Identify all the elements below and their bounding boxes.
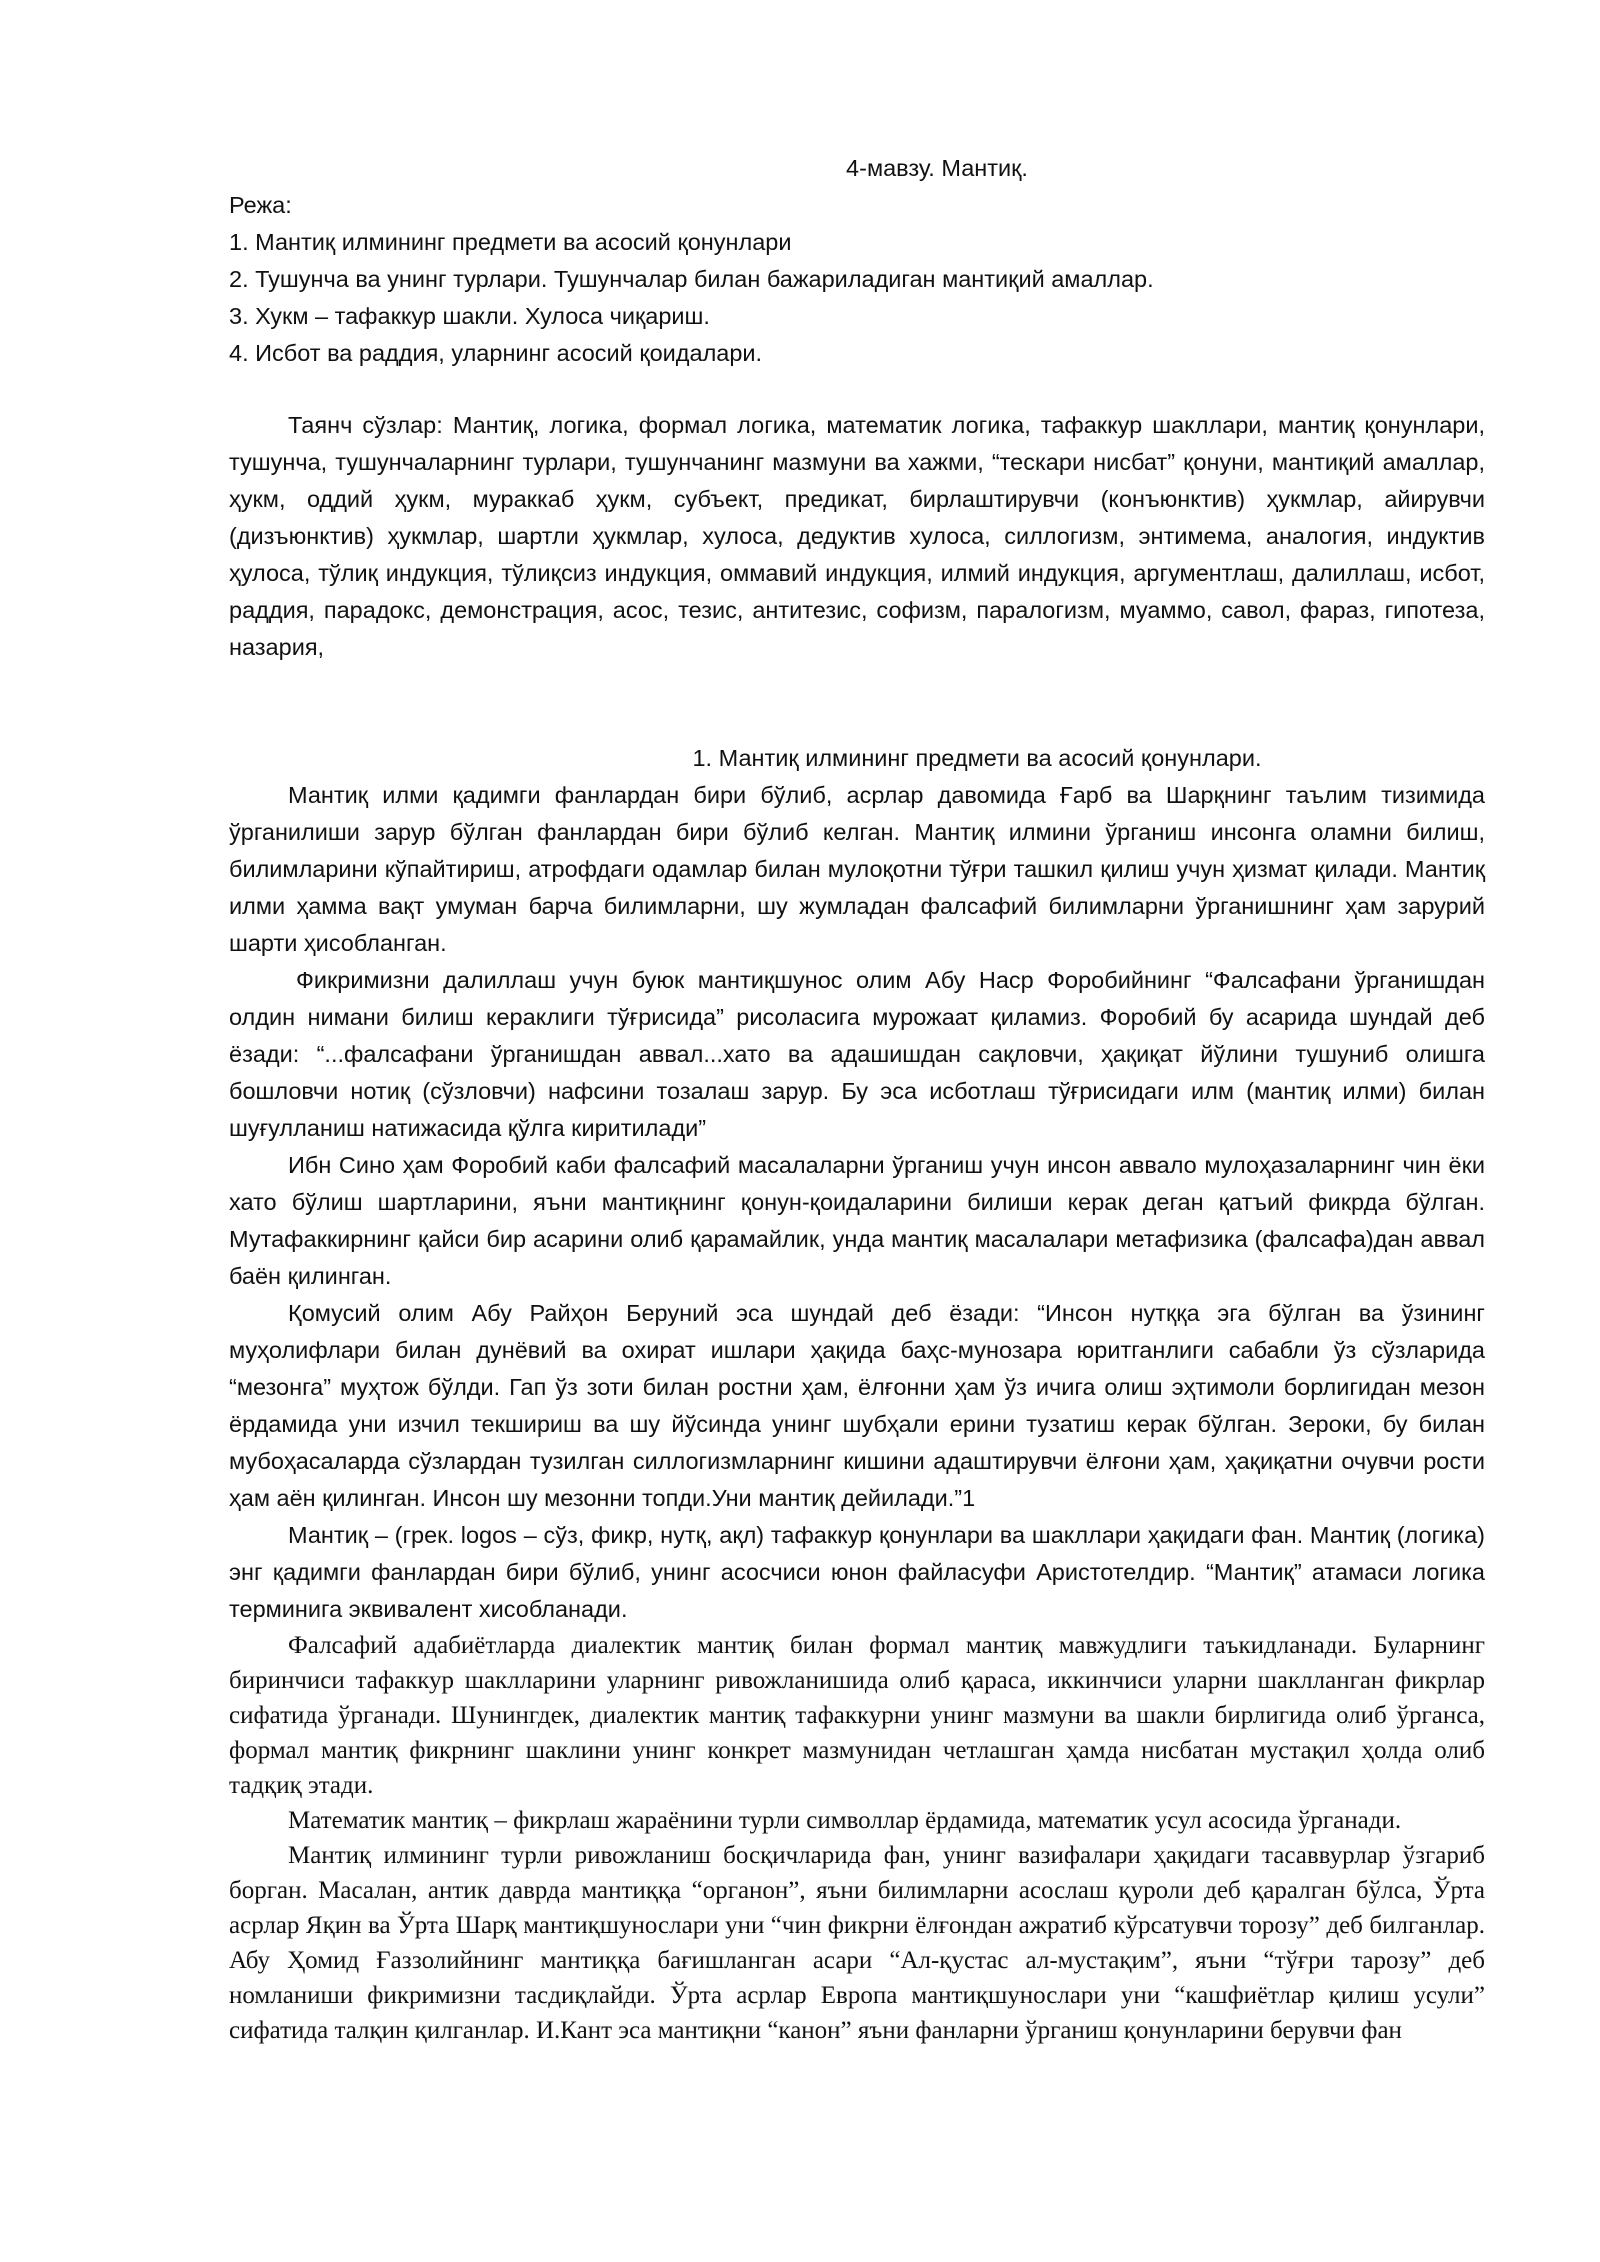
plan-item-3: 3. Хукм – тафаккур шакли. Хулоса чиқариш. — [229, 303, 710, 329]
body-sans — [229, 777, 1485, 1628]
paragraph: Фалсафий адабиётларда диалектик мантиқ билан формал мантиқ мавжудлиги таъкидланади. Буларнинг биринчиси тафаккур шаклларини уларнинг ривожланишида олиб қараса, иккинчиси уларни шаклланган фикрлар сифатида ўрганади. Шунингдек, диалектик мантиқ тафаккурни унинг мазмуни ва шакли бирлигида олиб ўрганса, формал мантиқ фикрнинг шаклини унинг конкрет мазмунидан четлашган ҳамда нисбатан мустақил ҳолда олиб тадқиқ этади. — [229, 1632, 1485, 1799]
plan-item-4: 4. Исбот ва раддия, уларнинг асосий қоидалари. — [229, 340, 763, 366]
plan-heading: Режа: — [229, 192, 292, 218]
paragraph: Математик мантиқ – фикрлаш жараёнини турли символлар ёрдамида, математик усул асосида ўрганади. — [288, 1807, 1402, 1834]
keywords-paragraph: Таянч сўзлар: Мантиқ, логика, формал логика, математик логика, тафаккур шакллари, мантиқ қонунлари, тушунча, тушунчаларнинг турлари, тушунчанинг мазмуни ва хажми, “тескари нисбат” қонуни, мантиқий амаллар, ҳукм, оддий ҳукм, мураккаб ҳукм, субъект, предикат, бирлаштирувчи (конъюнктив) ҳукмлар, айирувчи (дизъюнктив) ҳукмлар, шартли ҳукмлар, хулоса, дедуктив хулоса, силлогизм, энтимема, аналогия, индуктив ҳулоса, тўлиқ индукция, тўлиқсиз индукция, оммавий индукция, илмий индукция, аргументлаш, далиллаш, исбот, раддия, парадокс, демонстрация, асос, тезис, антитезис, софизм, паралогизм, муаммо, савол, фараз, гипотеза, назария, — [229, 412, 1485, 660]
paragraph: Фикримизни далиллаш учун буюк мантиқшунос олим Абу Наср Форобийнинг “Фалсафани ўрганишдан олдин нимани билиш кераклиги тўғрисида” рисоласига мурожаат қиламиз. Форобий бу асарида шундай деб ёзади: “...фалсафани ўрганишдан аввал...хато ва адашишдан сақловчи, ҳақиқат йўлини тушуниб олишга бошловчи нотиқ (сўзловчи) нафсини тозалаш зарур. Бу эса исботлаш тўғрисидаги илм (мантиқ илми) билан шуғулланиш натижасида қўлга киритилади” — [229, 967, 1485, 1141]
section-title: 1. Мантиқ илмининг предмети ва асосий қонунлари. — [692, 745, 1262, 771]
paragraph: Қомусий олим Абу Райҳон Беруний эса шундай деб ёзади: “Инсон нутққа эга бўлган ва ўзининг муҳолифлари билан дунёвий ва охират ишлари ҳақида баҳс-мунозара юритганлиги сабабли ўз сўзларида “мезонга” муҳтож бўлди. Гап ўз зоти билан ростни ҳам, ёлғонни ҳам ўз ичига олиш эҳтимоли борлигидан мезон ёрдамида уни изчил текшириш ва шу йўсинда унинг шубҳали ерини тузатиш керак бўлган. Зероки, бу билан мубоҳасаларда сўзлардан тузилган силлогизмларнинг кишини адаштирувчи ёлғони ҳам, ҳақиқатни очувчи рости ҳам аён қилинган. Инсон шу мезонни топди.Уни мантиқ дейилади.”1 — [229, 1300, 1485, 1511]
plan-list — [229, 187, 1485, 372]
paragraph: Ибн Сино ҳам Форобий каби фалсафий масалаларни ўрганиш учун инсон аввало мулоҳазаларнинг чин ёки хато бўлиш шартларини, яъни мантиқнинг қонун-қоидаларини билиши керак деган қатъий фикрда бўлган. Мутафаккирнинг қайси бир асарини олиб қарамайлик, унда мантиқ масалалари метафизика (фалсафа)дан аввал баён қилинган. — [229, 1152, 1485, 1289]
plan-item-2: 2. Тушунча ва унинг турлари. Тушунчалар билан бажариладиган мантиқий амаллар. — [229, 266, 1154, 292]
document-page — [229, 150, 1485, 2048]
document-title: 4-мавзу. Мантиқ. — [846, 155, 1028, 181]
paragraph: Мантиқ илмининг турли ривожланиш босқичларида фан, унинг вазифалари ҳақидаги тасаввурлар ўзгариб борган. Масалан, антик даврда мантиққа “органон”, яъни билимларни асослаш қуроли деб қаралган бўлса, Ўрта асрлар Яқин ва Ўрта Шарқ мантиқшунослари уни “чин фикрни ёлғондан ажратиб кўрсатувчи торозу” деб билганлар. Абу Ҳомид Ғаззолийнинг мантиққа бағишланган асари “Ал-қустас ал-мустақим”, яъни “тўғри тарозу” деб номланиши фикримизни тасдиқлайди. Ўрта асрлар Европа мантиқшунослари уни “кашфиётлар қилиш усули” сифатида талқин қилганлар. И.Кант эса мантиқни “канон” яъни фанларни ўрганиш қонунларини берувчи фан — [229, 1842, 1485, 2044]
body-serif — [229, 1628, 1485, 2048]
paragraph: Мантиқ илми қадимги фанлардан бири бўлиб, асрлар давомида Ғарб ва Шарқнинг таълим тизимида ўрганилиши зарур бўлган фанлардан бири бўлиб келган. Мантиқ илмини ўрганиш инсонга оламни билиш, билимларини кўпайтириш, атрофдаги одамлар билан мулоқотни тўғри ташкил қилиш учун ҳизмат қилади. Мантиқ илми ҳамма вақт умуман барча билимларни, шу жумладан фалсафий билимларни ўрганишнинг ҳам зарурий шарти ҳисобланган. — [229, 782, 1485, 956]
paragraph: Мантиқ – (грек. logos – сўз, фикр, нутқ, ақл) тафаккур қонунлари ва шакллари ҳақидаги фан. Мантиқ (логика) энг қадимги фанлардан бири бўлиб, унинг асосчиси юнон файласуфи Аристотелдир. “Мантиқ” атамаси логика терминига эквивалент хисобланади. — [229, 1522, 1485, 1622]
plan-item-1: 1. Мантиқ илмининг предмети ва асосий қонунлари — [229, 229, 792, 255]
